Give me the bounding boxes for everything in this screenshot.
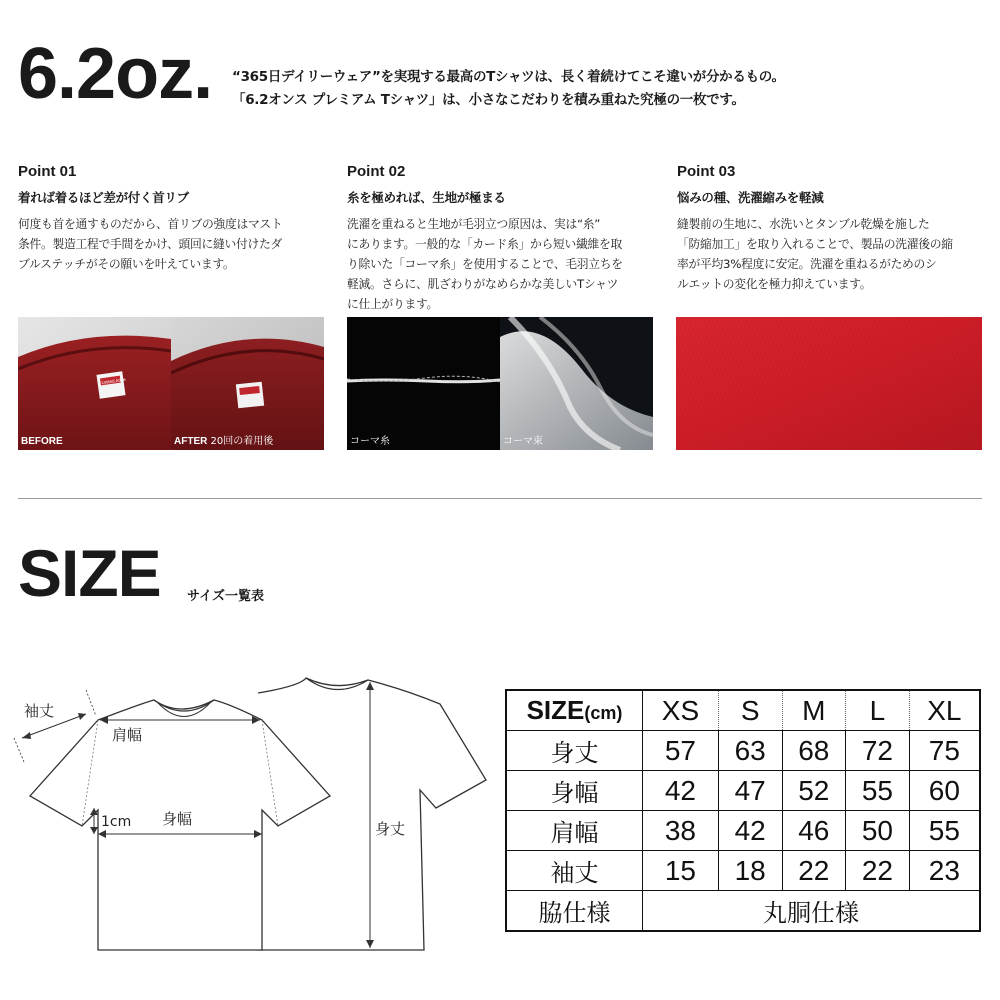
row-label: 袖丈 [506,851,643,891]
point-number: Point 03 [677,163,736,180]
point-body-line: 洗濯を重ねると生地が毛羽立つ原因は、実は“糸” [347,217,601,231]
point-03 [677,163,983,294]
size-table-corner [506,690,643,731]
table-cell: 22 [846,851,910,891]
hero-description-line-1: “365日デイリーウェア”を実現する最高のTシャツは、長く着続けてこそ違いが分かるもの。 [232,69,785,85]
point-body-line: 何度も首を通すものだから、首リブの強度はマスト [18,217,283,231]
table-cell: 23 [909,851,980,891]
size-column-header: M [782,690,846,731]
table-row [506,811,980,851]
size-column-header: XL [909,690,980,731]
before-caption [21,436,63,447]
table-row [506,771,980,811]
table-row [506,851,980,891]
point-body [677,214,983,294]
tshirt-measurement-diagram [0,660,500,960]
collar-before-photo [18,317,171,450]
size-heading: SIZE [18,536,161,610]
table-row [506,731,980,771]
table-cell: 42 [718,811,782,851]
size-column-header: XS [643,690,719,731]
point-body-line: 「防縮加工」を取り入れることで、製品の洗濯後の縮 [677,237,953,251]
point-body [347,214,653,314]
after-label: AFTER [174,436,208,447]
comma-yarn-photo [347,317,500,450]
size-table-header-row [506,690,980,731]
after-caption [174,432,273,447]
side-construction-value: 丸胴仕様 [643,891,981,932]
row-label: 肩幅 [506,811,643,851]
table-cell: 57 [643,731,719,771]
point-body-line: 率が平均3%程度に安定。洗濯を重ねるがためのシ [677,257,937,271]
red-fabric-image [676,317,982,450]
shoulder-label: 肩幅 [112,726,143,744]
table-cell: 46 [782,811,846,851]
table-cell: 60 [909,771,980,811]
comma-yarn-image [347,317,500,450]
table-cell: 52 [782,771,846,811]
point-body-line: に仕上がります。 [347,297,439,311]
size-column-header: S [718,690,782,731]
hero-description [232,66,785,112]
point-body-line: ルエットの変化を極力抑えています。 [677,277,872,291]
table-cell: 75 [909,731,980,771]
point-number: Point 01 [18,163,77,180]
size-subheading: サイズ一覧表 [187,589,264,604]
row-label: 身丈 [506,731,643,771]
table-cell: 55 [846,771,910,811]
brand-label-text: United Athle [101,376,126,386]
table-cell: 68 [782,731,846,771]
comma-fiber-image [500,317,653,450]
offset-label: 1cm [101,814,132,830]
before-label: BEFORE [21,436,63,447]
body-length-label: 身丈 [375,820,406,838]
after-suffix: 20回の着用後 [210,436,274,447]
size-column-header: L [846,690,910,731]
yarn-caption: コーマ糸 [350,436,390,447]
point-body-line: ブルステッチがその願いを叶えています。 [18,257,235,271]
table-cell: 50 [846,811,910,851]
section-divider [18,498,982,499]
row-label: 身幅 [506,771,643,811]
collar-before-image [18,317,171,450]
point-title: 悩みの種、洗濯縮みを軽減 [677,190,824,205]
collar-after-image [171,317,324,450]
size-corner-main: SIZE [526,695,585,725]
point-title: 着れば着るほど差が付く首リブ [18,190,189,205]
point-body-line: 軽減。さらに、肌ざわりがなめらかな美しいTシャツ [347,277,619,291]
point-title: 糸を極めれば、生地が極まる [347,190,506,205]
table-cell: 42 [643,771,719,811]
point-body [18,214,324,274]
point-body-line: にあります。一般的な「カード糸」から短い繊維を取 [347,237,622,251]
point-body-line: 条件。製造工程で手間をかけ、頭回に縫い付けたダ [18,237,282,251]
comma-fiber-photo [500,317,653,450]
table-cell: 15 [643,851,719,891]
table-cell: 22 [782,851,846,891]
table-cell: 63 [718,731,782,771]
point-body-line: り除いた「コーマ糸」を使用することで、毛羽立ちを [347,257,623,271]
table-cell: 47 [718,771,782,811]
table-row [506,891,980,932]
preshrunk-fabric-photo [676,317,982,450]
hero-description-line-2: 「6.2オンス プレミアム Tシャツ」は、小さなこだわりを積み重ねた究極の一枚です。 [232,92,745,108]
sleeve-label: 袖丈 [24,702,55,720]
size-corner-unit: (cm) [584,703,623,723]
fabric-weight-heading: 6.2oz. [18,34,213,114]
point-02 [347,163,653,314]
point-01 [18,163,324,274]
point-number: Point 02 [347,163,406,180]
size-table [505,689,981,932]
table-cell: 72 [846,731,910,771]
point-body-line: 縫製前の生地に、水洗いとタンブル乾燥を施した [677,217,930,231]
fiber-caption: コーマ束 [503,436,543,447]
collar-after-photo [171,317,324,450]
table-cell: 38 [643,811,719,851]
row-label: 脇仕様 [506,891,643,932]
body-width-label: 身幅 [162,810,193,828]
table-cell: 55 [909,811,980,851]
table-cell: 18 [718,851,782,891]
